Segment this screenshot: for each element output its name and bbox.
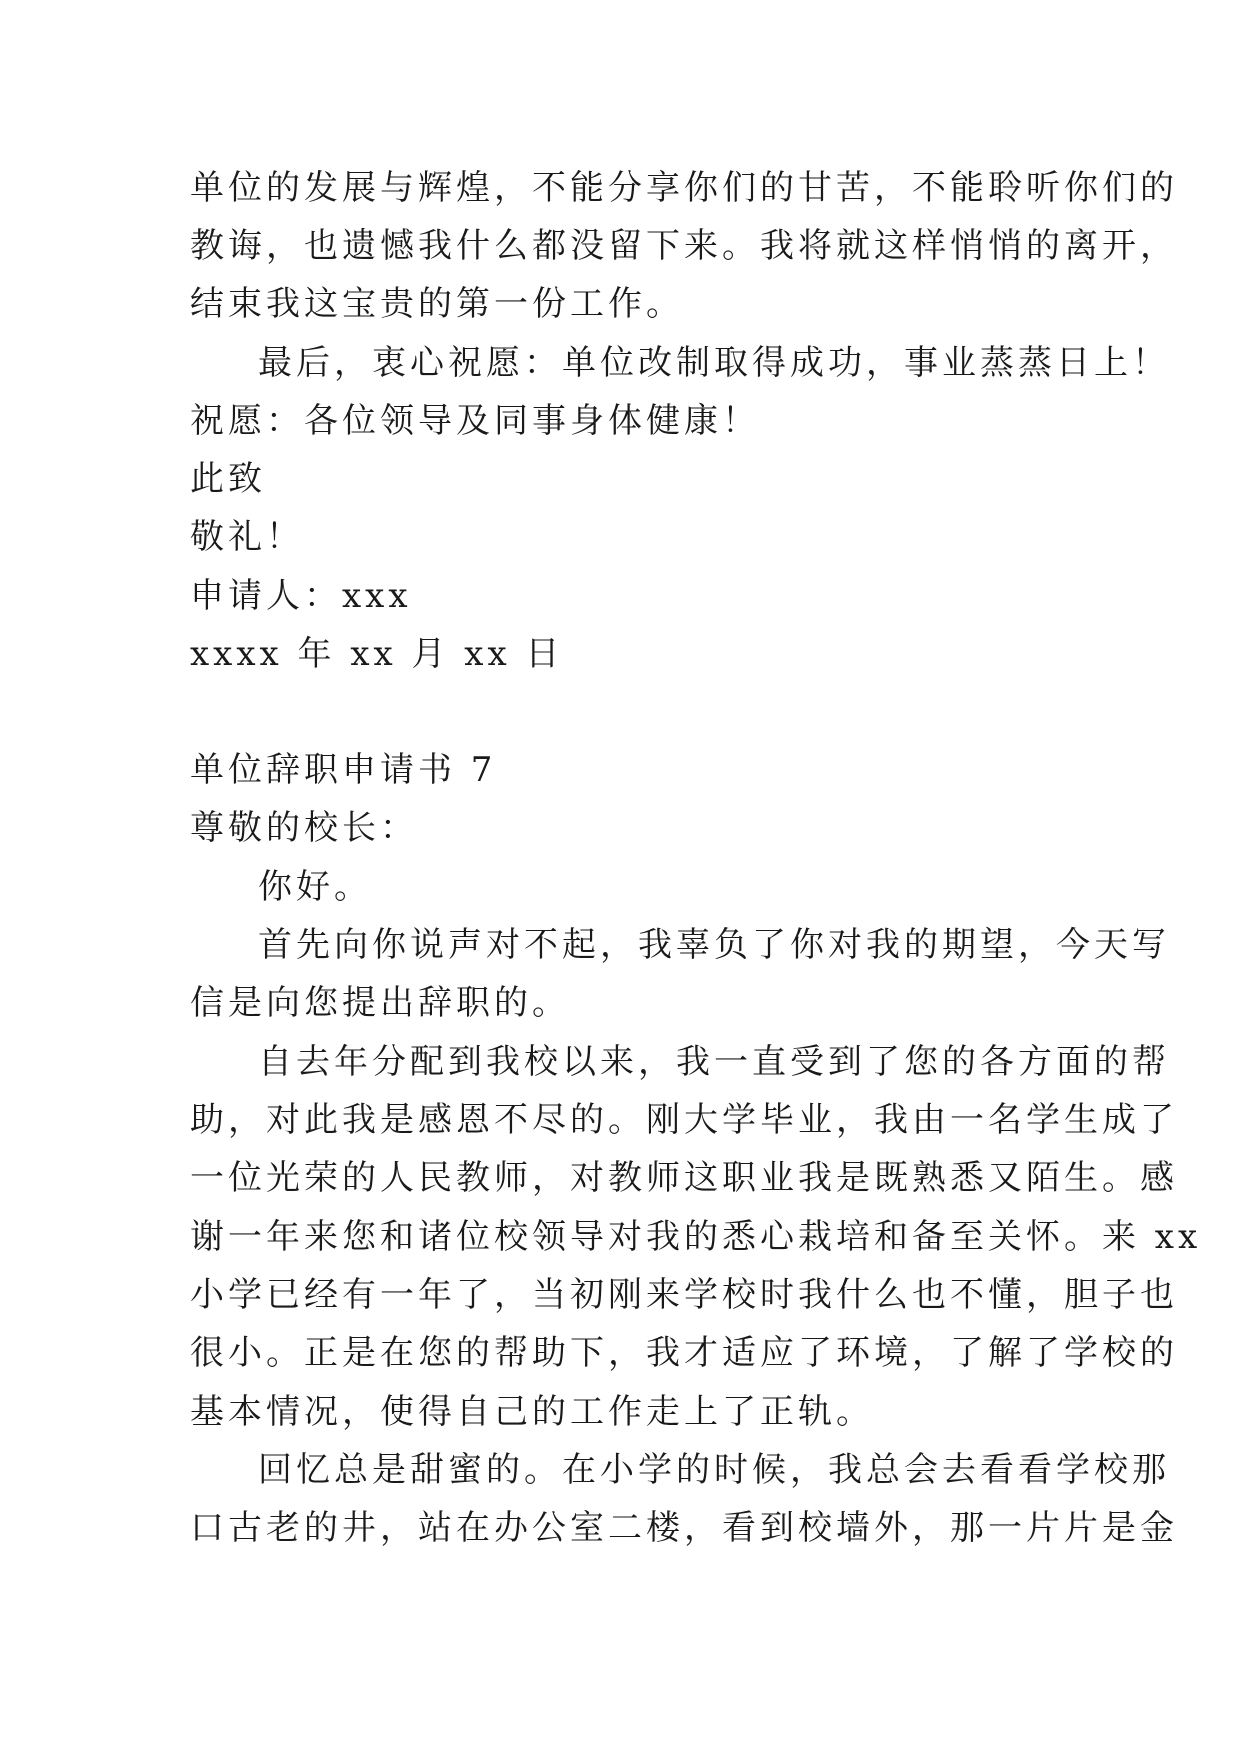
text-line: 助，对此我是感恩不尽的。刚大学毕业，我由一名学生成了 — [190, 1100, 1178, 1140]
text-line: 此致 — [190, 459, 266, 499]
salutation: 尊敬的校长： — [190, 808, 418, 848]
text-line: 自去年分配到我校以来，我一直受到了您的各方面的帮 — [258, 1042, 1170, 1082]
text-line: 回忆总是甜蜜的。在小学的时候，我总会去看看学校那 — [258, 1450, 1170, 1490]
text-line: xxxx 年 xx 月 xx 日 — [190, 634, 564, 674]
text-line: 一位光荣的人民教师，对教师这职业我是既熟悉又陌生。感 — [190, 1158, 1178, 1198]
section-title: 单位辞职申请书 7 — [190, 750, 497, 790]
text-line: 结束我这宝贵的第一份工作。 — [190, 284, 684, 324]
text-line: 教诲，也遗憾我什么都没留下来。我将就这样悄悄的离开， — [190, 226, 1178, 266]
text-line: 你好。 — [258, 867, 372, 907]
text-line: 申请人：xxx — [190, 576, 412, 616]
text-line: 口古老的井，站在办公室二楼，看到校墙外，那一片片是金 — [190, 1508, 1178, 1548]
text-line: 单位的发展与辉煌，不能分享你们的甘苦，不能聆听你们的 — [190, 168, 1178, 208]
text-line: 很小。正是在您的帮助下，我才适应了环境，了解了学校的 — [190, 1333, 1178, 1373]
text-line: 谢一年来您和诸位校领导对我的悉心栽培和备至关怀。来 xx — [190, 1217, 1202, 1257]
text-line: 祝愿：各位领导及同事身体健康！ — [190, 401, 760, 441]
text-line: 敬礼！ — [190, 517, 304, 557]
text-line: 基本情况，使得自己的工作走上了正轨。 — [190, 1392, 874, 1432]
text-line: 信是向您提出辞职的。 — [190, 983, 570, 1023]
text-line: 最后，衷心祝愿：单位改制取得成功，事业蒸蒸日上！ — [258, 343, 1170, 383]
text-line: 小学已经有一年了，当初刚来学校时我什么也不懂，胆子也 — [190, 1275, 1178, 1315]
text-line: 首先向你说声对不起，我辜负了你对我的期望，今天写 — [258, 925, 1170, 965]
